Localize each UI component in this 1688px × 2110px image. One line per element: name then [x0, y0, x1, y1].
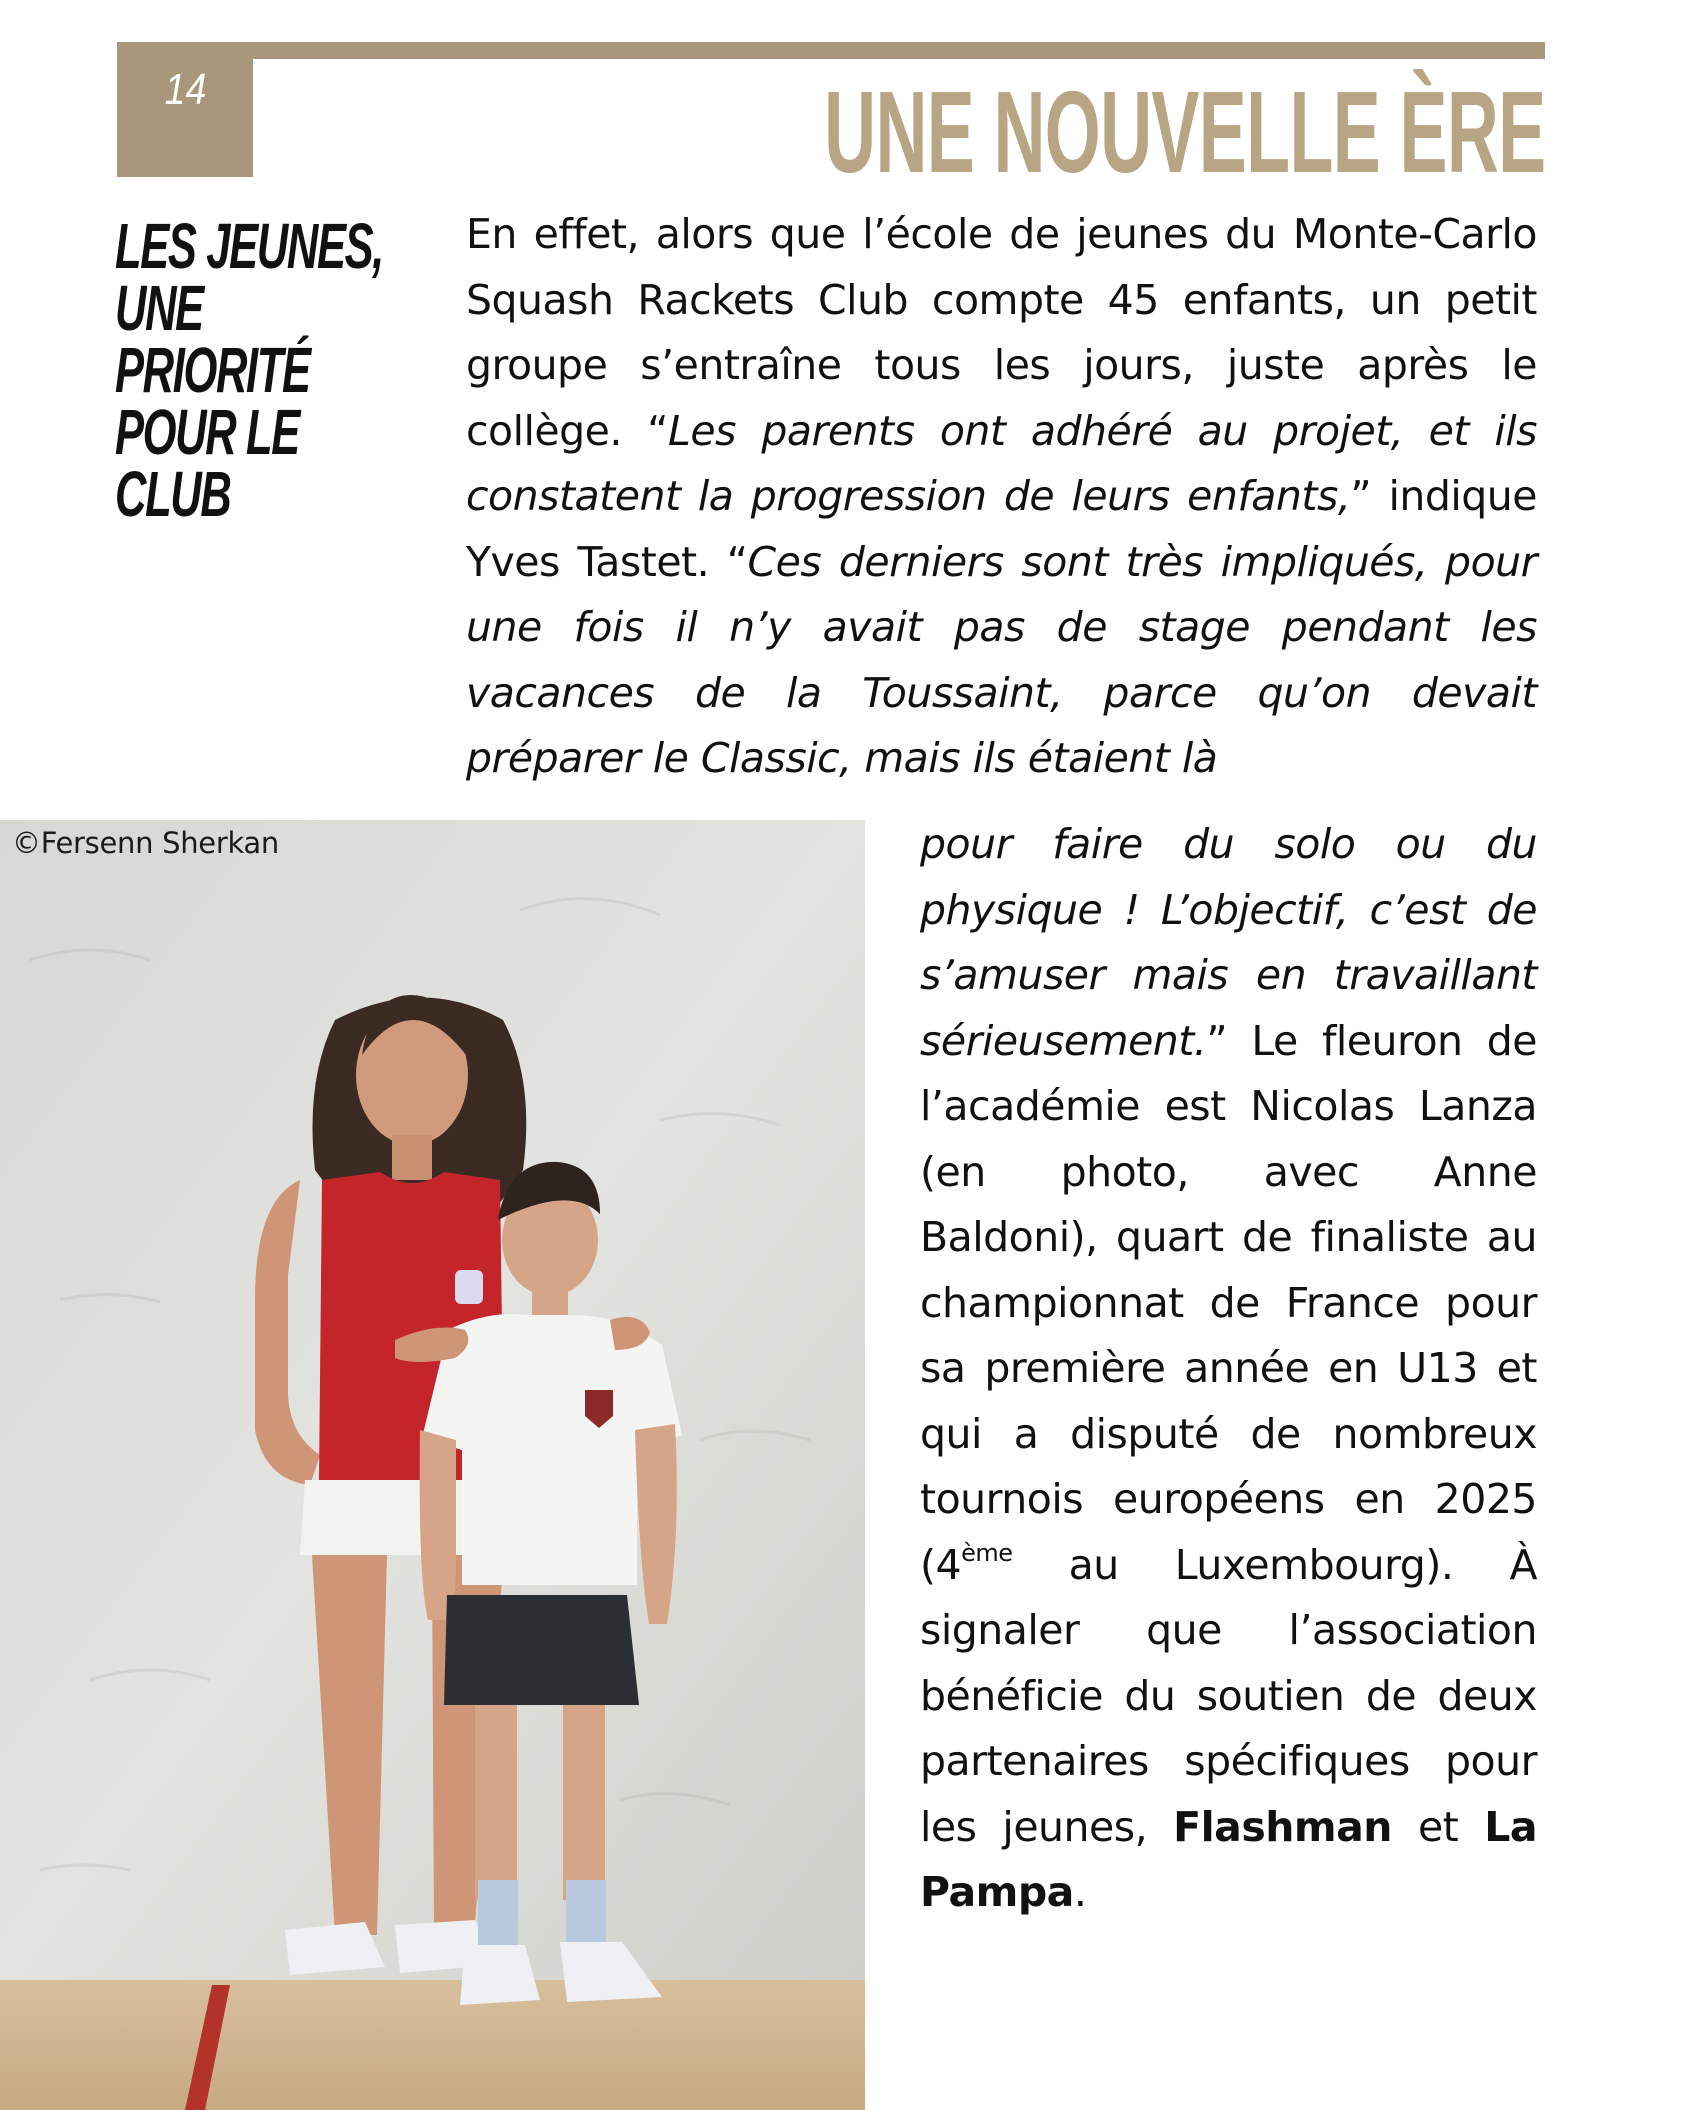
header-rule — [253, 42, 1545, 59]
photo-illustration — [0, 820, 865, 2110]
article-paragraph-1 — [466, 202, 1537, 792]
page-title: UNE NOUVELLE ÈRE — [823, 67, 1545, 197]
page-number-box — [117, 42, 253, 177]
text-run: ” indique Yves Tastet. “ — [466, 472, 1537, 586]
quote-run: Les parents ont adhéré au projet, et ils constatent la progression de leurs enfants, — [466, 406, 1537, 520]
photo-credit: ©Fersenn Sherkan — [12, 826, 279, 860]
page-number: 14 — [164, 64, 206, 114]
partner-name: Flashman — [1173, 1802, 1392, 1851]
text-run: . — [1073, 1868, 1087, 1916]
article-paragraph-2 — [920, 812, 1537, 1926]
text-run: ” Le fleuron de l’académie est Nicolas Lanza (en photo, avec Anne Baldoni), quart de finaliste au championnat de France pour sa première année en U13 et qui a disputé de nombreux tournois européens en 2025 (4 — [920, 1016, 1537, 1589]
text-run: En effet, alors que l’école de jeunes du Monte-Carlo Squash Rackets Club compte 45 enfants, un petit groupe s’entraîne tous les jours, juste après le collège. “ — [466, 210, 1537, 455]
quote-run: pour faire du solo ou du physique ! L’objectif, c’est de s’amuser mais en travaillant sérieusement. — [920, 820, 1537, 1065]
court-floor — [0, 1980, 865, 2110]
section-heading: LES JEUNES, UNE PRIORITÉ POUR LE CLUB — [115, 210, 384, 530]
article-photo — [0, 820, 865, 2110]
quote-run: Ces derniers sont très impliqués, pour une fois il n’y avait pas de stage pendant les vacances de la Toussaint, parce qu’on devait préparer le Classic, mais ils étaient là — [466, 537, 1537, 782]
text-run: au Luxembourg). À signaler que l’association bénéficie du soutien de deux partenaires spécifiques pour les jeunes, — [920, 1540, 1537, 1851]
text-run: et — [1392, 1802, 1485, 1851]
partner-name: La Pampa — [920, 1802, 1537, 1916]
ordinal-suffix: ème — [961, 1538, 1013, 1567]
